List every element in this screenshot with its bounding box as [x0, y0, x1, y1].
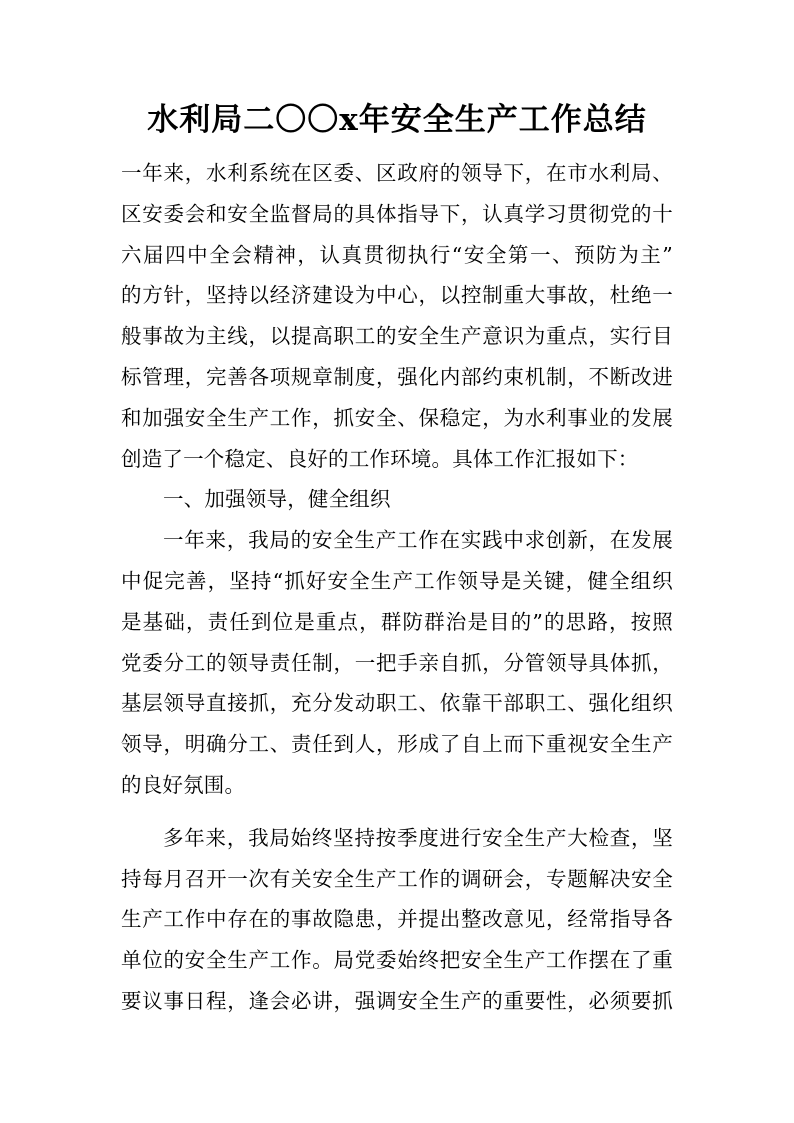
document-body — [121, 153, 673, 1022]
text-line: 的良好氛围。 — [121, 772, 246, 797]
text-line: 一年来，水利系统在区委、区政府的领导下，在市水利局、 — [121, 161, 673, 185]
text-line: 区安委会和安全监督局的具体指导下，认真学习贯彻党的十 — [121, 201, 673, 226]
text-line: 要议事日程，逢会必讲，强调安全生产的重要性，必须要抓 — [121, 988, 673, 1013]
text-line: 持每月召开一次有关安全生产工作的调研会，专题解决安全 — [121, 866, 673, 891]
text-line: 领导，明确分工、责任到人，形成了自上而下重视安全生产 — [121, 732, 673, 757]
text-line: 标管理，完善各项规章制度，强化内部约束机制，不断改进 — [121, 364, 673, 389]
text-line: 是基础，责任到位是重点，群防群治是目的”的思路，按照 — [121, 609, 673, 634]
text-line: 中促完善，坚持“抓好安全生产工作领导是关键，健全组织 — [121, 568, 673, 593]
text-line: 党委分工的领导责任制，一把手亲自抓，分管领导具体抓， — [121, 650, 673, 675]
paragraph-leadership — [121, 520, 673, 806]
text-line: 创造了一个稳定、良好的工作环境。具体工作汇报如下： — [121, 446, 639, 471]
text-line: 和加强安全生产工作，抓安全、保稳定，为水利事业的发展 — [121, 405, 673, 430]
text-line: 六届四中全会精神，认真贯彻执行“安全第一、预防为主” — [121, 242, 673, 267]
paragraph-inspection — [121, 818, 673, 1022]
document-title: 水利局二〇〇x年安全生产工作总结 — [147, 102, 647, 138]
text-line: 基层领导直接抓，充分发动职工、依靠干部职工、强化组织 — [121, 691, 673, 716]
text-line: 生产工作中存在的事故隐患，并提出整改意见，经常指导各 — [121, 907, 673, 932]
text-line: 单位的安全生产工作。局党委始终把安全生产工作摆在了重 — [121, 948, 673, 973]
section-heading: 一、加强领导，健全组织 — [163, 487, 391, 512]
text-line: 多年来，我局始终坚持按季度进行安全生产大检查，坚 — [163, 825, 673, 850]
paragraph-spacer — [121, 806, 673, 818]
text-line: 般事故为主线，以提高职工的安全生产意识为重点，实行目 — [121, 324, 673, 349]
text-line: 一年来，我局的安全生产工作在实践中求创新，在发展 — [163, 528, 673, 553]
text-line: 的方针，坚持以经济建设为中心，以控制重大事故，杜绝一 — [121, 283, 673, 308]
paragraph-intro — [121, 153, 673, 479]
